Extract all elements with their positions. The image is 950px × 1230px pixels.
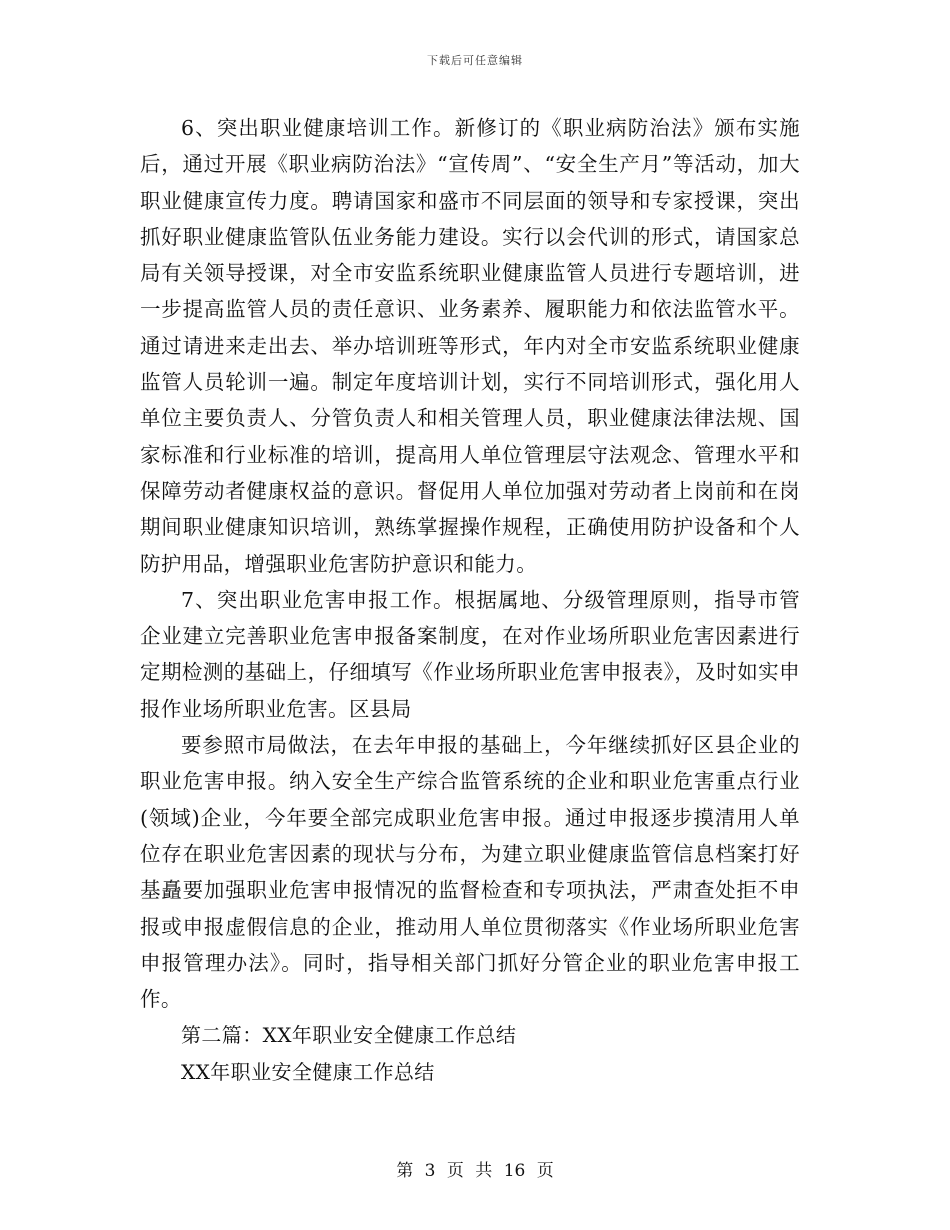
section-subheading: XX年职业安全健康工作总结 <box>181 1059 435 1084</box>
paragraph-declaration: 7、突出职业危害申报工作。根据属地、分级管理原则，指导市管企业建立完善职业危害申报备案制度，在对作业场所职业危害因素进行定期检测的基础上，仔细填写《作业场所职业危害申报表》，及时如实申报作业场所职业危害。区县局 <box>140 587 800 721</box>
page-number-footer: 第 3 页 共 16 页 <box>396 1161 554 1181</box>
paragraph-training: 6、突出职业健康培训工作。新修订的《职业病防治法》颁布实施后，通过开展《职业病防治法》“宣传周”、“安全生产月”等活动，加大职业健康宣传力度。聘请国家和盛市不同层面的领导和专家授课，突出抓好职业健康监管队伍业务能力建设。实行以会代训的形式，请国家总局有关领导授课，对全市安监系统职业健康监管人员进行专题培训，进一步提高监管人员的责任意识、业务素养、履职能力和依法监管水平。通过请进来走出去、举办培训班等形式，年内对全市安监系统职业健康监管人员轮训一遍。制定年度培训计划，实行不同培训形式，强化用人单位主要负责人、分管负责人和相关管理人员，职业健康法律法规、国家标准和行业标准的培训，提高用人单位管理层守法观念、管理水平和保障劳动者健康权益的意识。督促用人单位加强对劳动者上岗前和在岗期间职业健康知识培训，熟练掌握操作规程，正确使用防护设备和个人防护用品，增强职业危害防护意识和能力。 <box>140 116 800 576</box>
paragraph-district: 要参照市局做法，在去年申报的基础上，今年继续抓好区县企业的职业危害申报。纳入安全生产综合监管系统的企业和职业危害重点行业(领域)企业，今年要全部完成职业危害申报。通过申报逐步摸清用人单位存在职业危害因素的现状与分布，为建立职业健康监管信息档案打好基矗要加强职业危害申报情况的监督检查和专项执法，严肃查处拒不申报或申报虚假信息的企业，推动用人单位贯彻落实《作业场所职业危害申报管理办法》。同时，指导相关部门抓好分管企业的职业危害申报工作。 <box>140 733 800 1012</box>
document-body <box>140 110 800 1090</box>
page-header-note: 下载后可任意编辑 <box>427 54 523 67</box>
section-heading: 第二篇：XX年职业安全健康工作总结 <box>181 1023 517 1048</box>
